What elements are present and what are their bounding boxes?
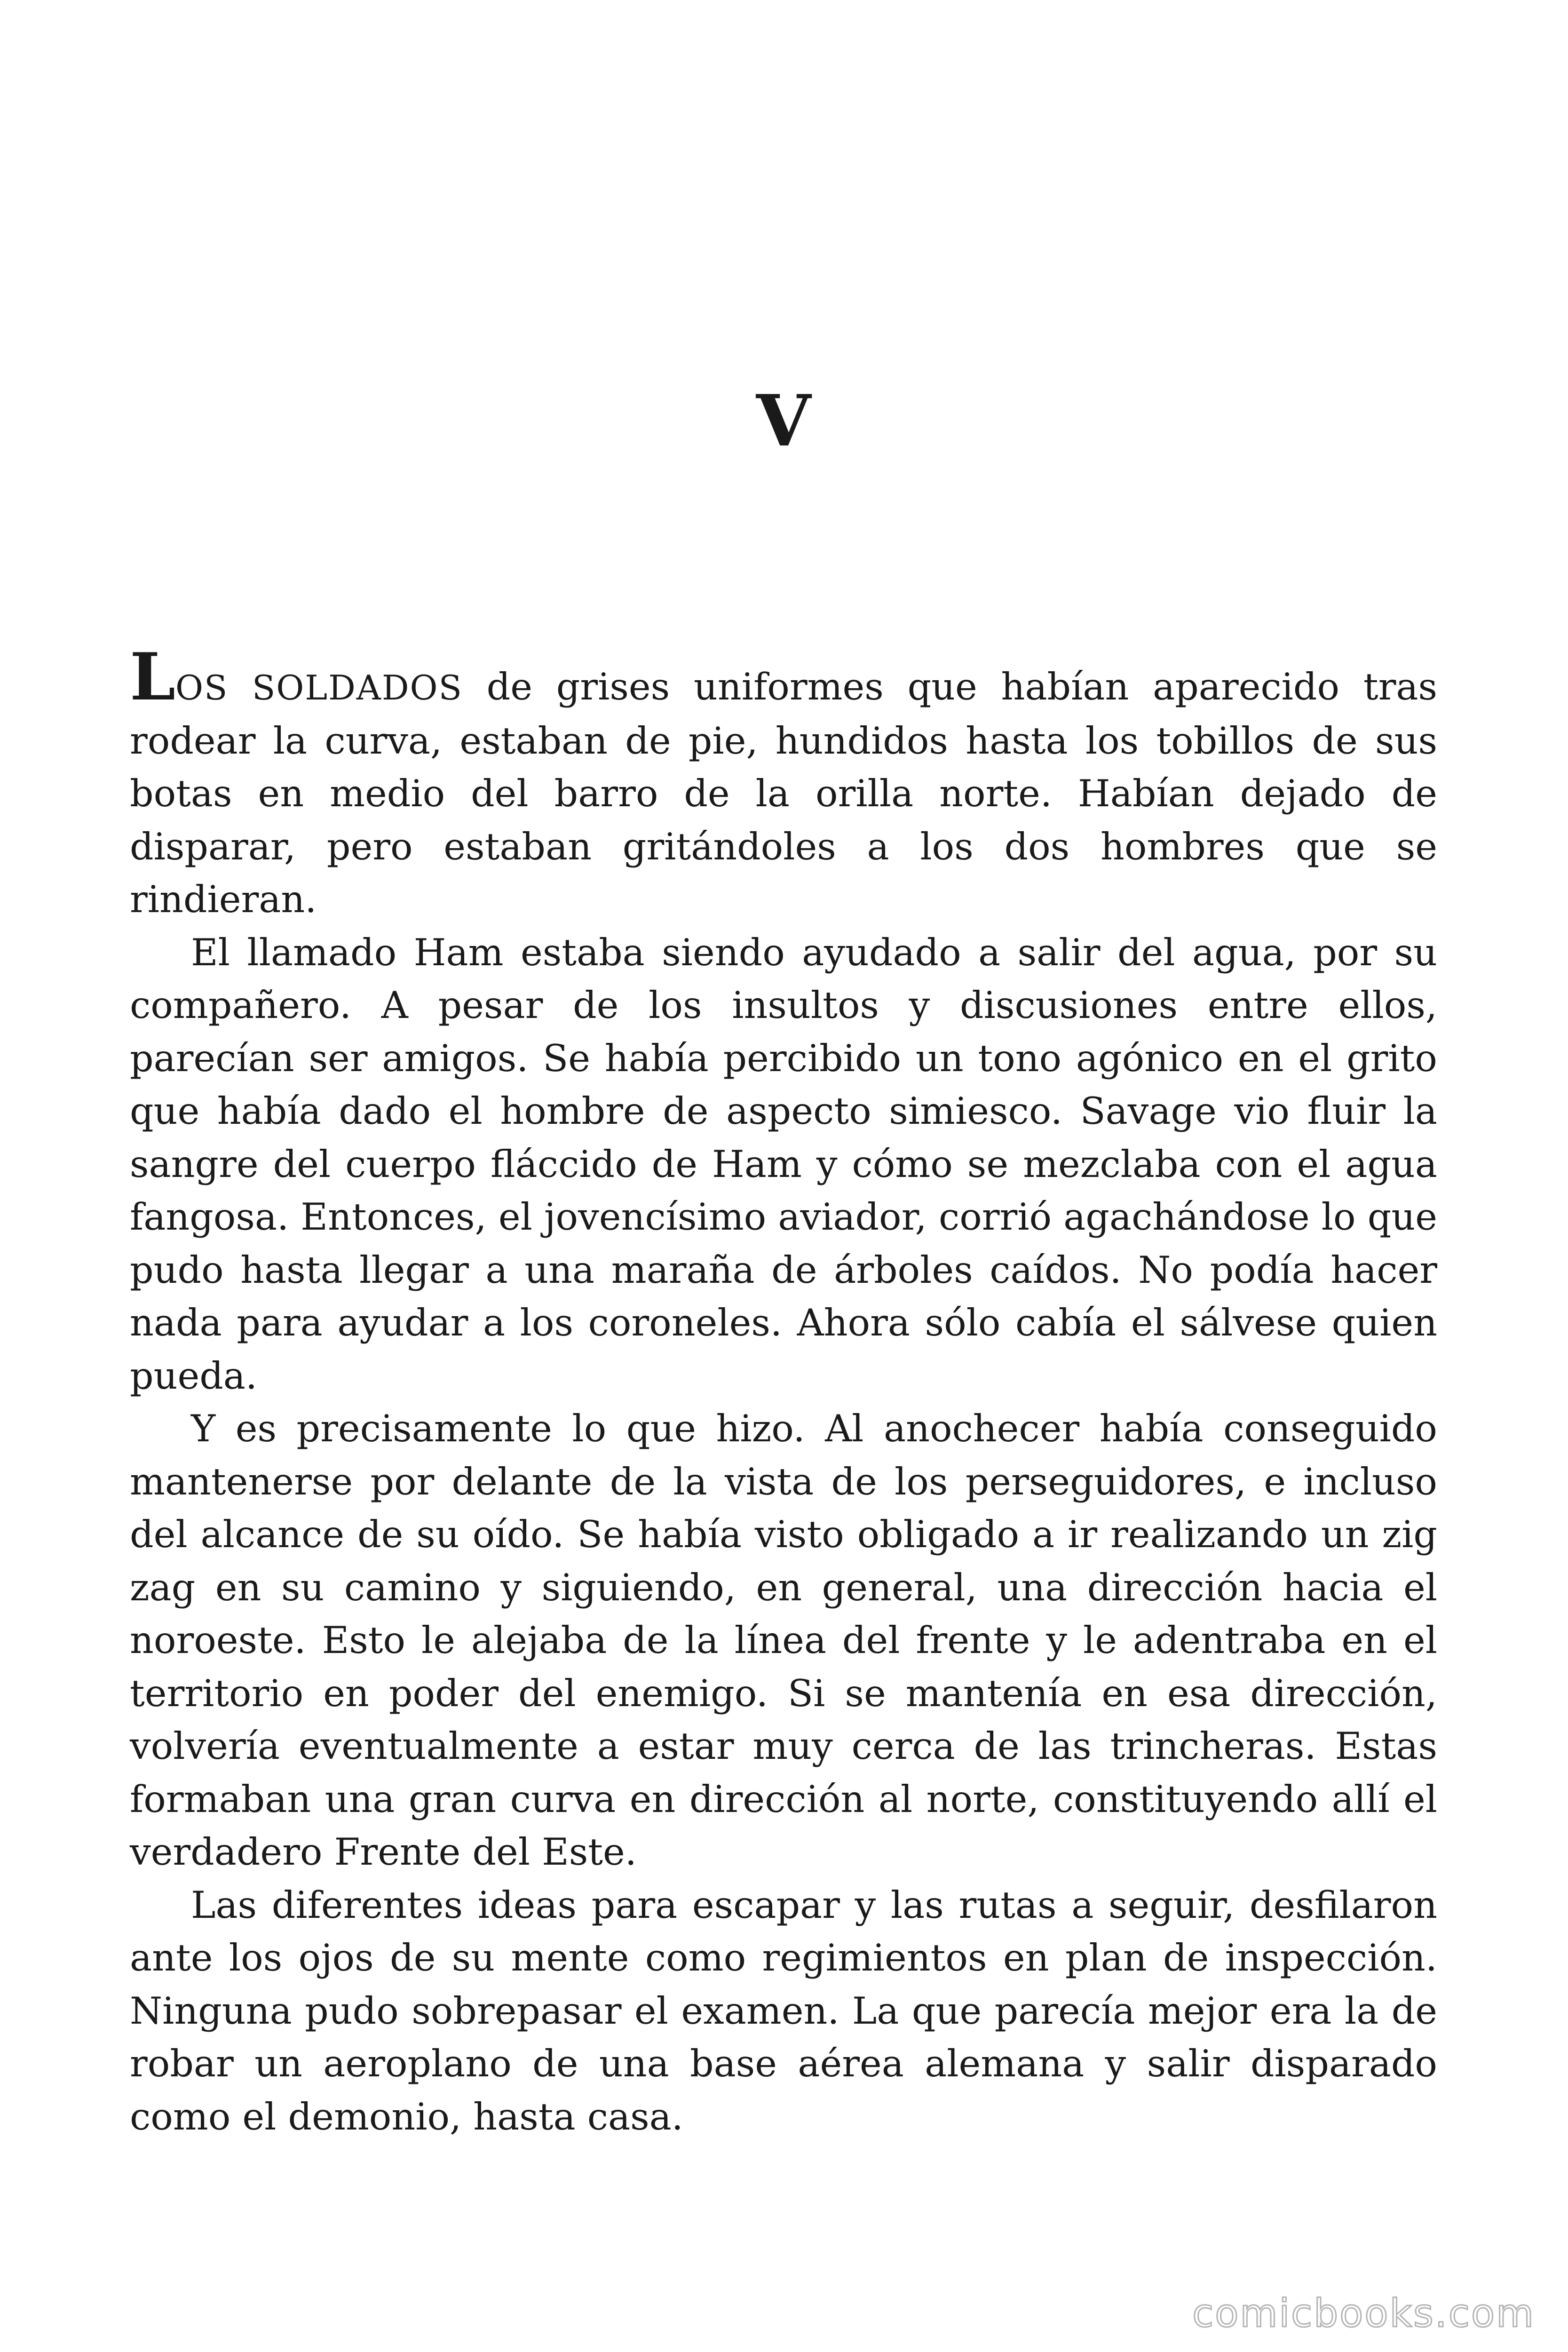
- paragraph-1-text: de grises uniformes que habían aparecido tras rodear la curva, estaban de pie, hundidos hasta los tobillos de sus botas en medio del barro de la orilla norte. Habían dejado de disparar, pero estaban gritándoles a los dos hombres que se rindieran.: [130, 665, 1437, 921]
- chapter-body: [130, 638, 1437, 2143]
- paragraph-3: Y es precisamente lo que hizo. Al anochecer había conseguido mantenerse por delante de la vista de los perseguidores, e incluso del alcance de su oído. Se había visto obligado a ir realizando un zig zag en su camino y siguiendo, en general, una dirección hacia el noroeste. Esto le alejaba de la línea del frente y le adentraba en el territorio en poder del enemigo. Si se mantenía en esa dirección, volvería eventualmente a estar muy cerca de las trincheras. Estas formaban una gran curva en dirección al norte, constituyendo allí el verdadero Frente del Este.: [130, 1407, 1437, 1874]
- paragraph-1: [130, 638, 1437, 926]
- paragraph-4: Las diferentes ideas para escapar y las rutas a seguir, desfilaron ante los ojos de su mente como regimientos en plan de inspección. Ninguna pudo sobrepasar el examen. La que parecía mejor era la de robar un aeroplano de una base aérea alemana y salir disparado como el demonio, hasta casa.: [130, 1883, 1437, 2138]
- lead-smallcaps: OS SOLDADOS: [175, 668, 463, 707]
- watermark: comicbooks.com: [1192, 2291, 1535, 2336]
- chapter-number: V: [756, 380, 812, 462]
- drop-cap: L: [130, 638, 176, 715]
- paragraph-2: El llamado Ham estaba siendo ayudado a salir del agua, por su compañero. A pesar de los insultos y discusiones entre ellos, parecían ser amigos. Se había percibido un tono agónico en el grito que había dado el hombre de aspecto simiesco. Savage vio fluir la sangre del cuerpo fláccido de Ham y cómo se mezclaba con el agua fangosa. Entonces, el jovencísimo aviador, corrió agachándose lo que pudo hasta llegar a una maraña de árboles caídos. No podía hacer nada para ayudar a los coroneles. Ahora sólo cabía el sálvese quien pueda.: [130, 930, 1437, 1398]
